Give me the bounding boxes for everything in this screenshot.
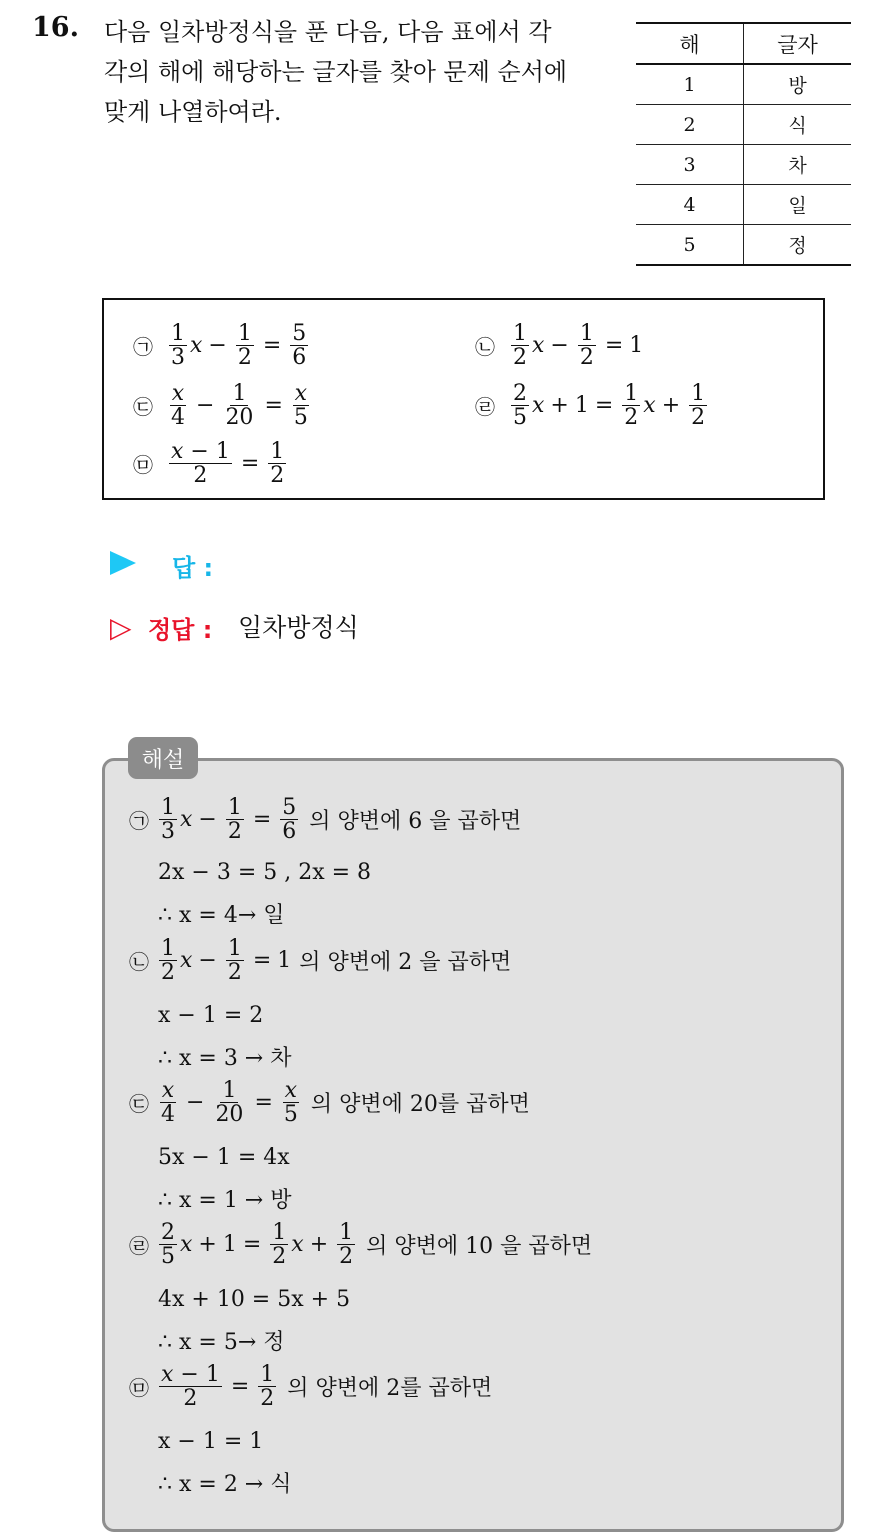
table-cell: 4 [636, 185, 744, 225]
solution-instruction: 의 양변에 6 을 곱하면 [309, 809, 522, 835]
question-line: 다음 일차방정식을 푼 다음, 다음 표에서 각 [104, 18, 552, 46]
table-row [636, 145, 851, 185]
question-number: 16. [32, 12, 79, 43]
table-header-solution: 해 [636, 23, 744, 64]
correct-answer-label: 정답 : [148, 616, 213, 644]
table-cell: 2 [636, 105, 744, 145]
solution-step: x − 1 = 1 [158, 1429, 264, 1454]
solution-result: ∴ x = 5→ 정 [158, 1330, 285, 1355]
table-cell: 방 [744, 64, 852, 105]
solution-instruction: 의 양변에 10 을 곱하면 [366, 1234, 593, 1260]
table-row [636, 225, 851, 266]
table-row [636, 64, 851, 105]
solution-equation-c: ㉢ $\frac{x}{4}$ − $\frac{1}{20}$ = $\frac{x}{5}$ 의 양변에 20를 곱하면 [126, 1079, 530, 1126]
equation-c: ㉢ $\frac{x}{4}$ − $\frac{1}{20}$ = $\frac{x}{5}$ [130, 382, 313, 429]
table-cell: 일 [744, 185, 852, 225]
solution-tag: 해설 [128, 737, 198, 779]
equation-d: ㉣ $\frac{2}{5}$ x + 1 = $\frac{1}{2}$ x + $\frac{1}{2}$ [472, 382, 710, 429]
question-line: 맞게 나열하여라. [104, 98, 282, 126]
equation-label: ㉢ [133, 395, 153, 420]
solution-step: 2x − 3 = 5 , 2x = 8 [158, 860, 372, 885]
table-row [636, 105, 851, 145]
equation-label: ㉤ [129, 1376, 149, 1401]
table-cell: 정 [744, 225, 852, 266]
solution-instruction: 의 양변에 20를 곱하면 [310, 1092, 530, 1118]
solution-result: ∴ x = 1 → 방 [158, 1188, 292, 1213]
solution-step: 5x − 1 = 4x [158, 1145, 290, 1170]
equation-b: ㉡ $\frac{1}{2}$ x − $\frac{1}{2}$ = 1 [472, 322, 643, 369]
solution-result: ∴ x = 4→ 일 [158, 903, 285, 928]
table-cell: 5 [636, 225, 744, 266]
equation-label: ㉡ [475, 335, 495, 360]
equation-label: ㉠ [129, 809, 149, 834]
question-line: 각의 해에 해당하는 글자를 찾아 문제 순서에 [104, 58, 568, 86]
outline-triangle-icon: ▷ [110, 611, 132, 644]
equation-label: ㉡ [129, 950, 149, 975]
table-cell: 차 [744, 145, 852, 185]
solution-step: 4x + 10 = 5x + 5 [158, 1287, 351, 1312]
play-triangle-icon [110, 551, 136, 575]
equation-label: ㉢ [129, 1092, 149, 1117]
solution-equation-e: ㉤ $\frac{x - 1}{2}$ = $\frac{1}{2}$ 의 양변에 2를 곱하면 [126, 1363, 492, 1410]
correct-answer-value: 일차방정식 [238, 613, 359, 642]
solution-instruction: 의 양변에 2를 곱하면 [287, 1376, 493, 1402]
table-cell: 3 [636, 145, 744, 185]
solution-letter-table [636, 22, 851, 266]
equation-label: ㉣ [475, 395, 495, 420]
answer-label: 답 : [172, 554, 214, 582]
solution-equation-d: ㉣ $\frac{2}{5}$ x + 1 = $\frac{1}{2}$ x + $\frac{1}{2}$ 의 양변에 10 을 곱하면 [126, 1221, 592, 1268]
question-text [104, 12, 609, 132]
solution-result: ∴ x = 2 → 식 [158, 1472, 292, 1497]
table-header-letter: 글자 [744, 23, 852, 64]
equation-e: ㉤ $\frac{x - 1}{2}$ = $\frac{1}{2}$ [130, 440, 289, 487]
solution-result: ∴ x = 3 → 차 [158, 1046, 292, 1071]
solution-instruction: 의 양변에 2 을 곱하면 [299, 950, 512, 976]
table-cell: 식 [744, 105, 852, 145]
equation-label: ㉣ [129, 1234, 149, 1259]
solution-equation-a: ㉠ $\frac{1}{3}$ x − $\frac{1}{2}$ = $\frac{5}{6}$ 의 양변에 6 을 곱하면 [126, 796, 521, 843]
equation-label: ㉤ [133, 453, 153, 478]
solution-step: x − 1 = 2 [158, 1003, 264, 1028]
table-cell: 1 [636, 64, 744, 105]
table-row [636, 185, 851, 225]
equation-label: ㉠ [133, 335, 153, 360]
solution-equation-b: ㉡ $\frac{1}{2}$ x − $\frac{1}{2}$ = 1 의 양변에 2 을 곱하면 [126, 937, 511, 984]
equation-a: ㉠ $\frac{1}{3}$ x − $\frac{1}{2}$ = $\frac{5}{6}$ [130, 322, 311, 369]
